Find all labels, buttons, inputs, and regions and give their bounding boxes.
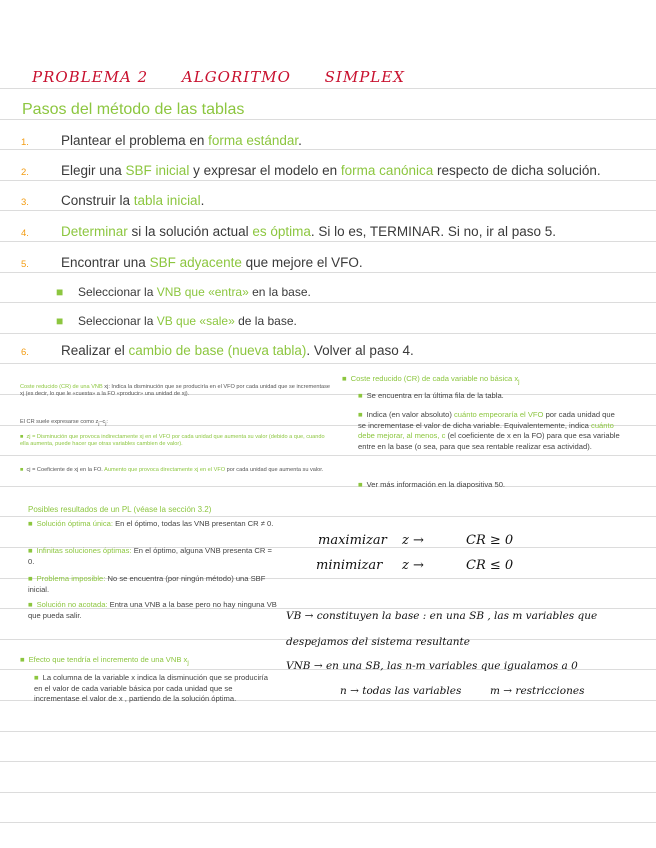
ruled-line <box>0 119 656 120</box>
title-word: SIMPLEX <box>324 68 405 86</box>
text-run: Encontrar una <box>61 255 150 270</box>
cr-bullet-2 <box>358 410 620 452</box>
text-run: forma estándar <box>208 133 299 148</box>
text-run: (el coeficiente de x <box>445 431 511 441</box>
bullet-icon: ■ <box>358 480 363 489</box>
text-run: Coste reducido (CR) de una VNB <box>20 384 105 390</box>
step-number: 4. <box>21 228 29 239</box>
step-text <box>61 343 414 358</box>
text-run: en la FO) para que esa variable entre en la base (o sea, para que sea rentable realizar esa actividad). <box>358 431 620 451</box>
text-run: VNB que «entra» <box>156 285 249 299</box>
text-run: x <box>104 384 108 390</box>
text-run: Seleccionar la <box>78 285 157 299</box>
text-run: j <box>29 467 31 473</box>
cr-bullet-3: ■ Ver más información en la diapositiva 50. <box>358 480 506 489</box>
hw-vnb-line2b: m → restricciones <box>490 685 585 697</box>
hw-min-label: minimizar <box>316 558 383 573</box>
text-run: Entra una VNB a la base pero no hay ninguna VB que pueda salir. <box>28 600 277 620</box>
ruled-line <box>0 363 656 364</box>
step-text <box>61 193 204 208</box>
text-run: j <box>184 391 186 398</box>
text-run: y expresar el modelo en <box>189 163 341 178</box>
text-run: Indica (en valor absoluto) <box>366 410 454 419</box>
text-run: tabla inicial <box>133 193 201 208</box>
bullet-icon: ■ <box>20 467 24 473</box>
text-run: c <box>26 467 30 473</box>
bullet-icon: ■ <box>358 410 363 419</box>
bullet-icon: ■ <box>28 600 33 609</box>
cr-heading: ■ Coste reducido (CR) de cada variable no básica $x_j$ <box>342 374 520 386</box>
z-definition <box>20 434 332 449</box>
text-run: . Si lo es, TERMINAR. Si no, ir al paso 5. <box>310 224 556 239</box>
step-number: 1. <box>21 137 29 148</box>
bullet-icon: ■ <box>56 285 64 299</box>
text-run: z <box>26 434 30 440</box>
handwritten-title <box>32 68 592 86</box>
text-run: en la base. <box>248 285 311 299</box>
result-item <box>28 600 278 621</box>
text-run: j <box>197 467 199 473</box>
text-run: j <box>77 467 79 473</box>
text-run: x <box>139 434 143 440</box>
text-run: = Disminución que provoca indirectamente <box>30 434 140 440</box>
text-run: j <box>107 384 109 390</box>
hw-max-z: z → <box>402 533 424 548</box>
text-run: Problema imposible: <box>36 574 106 583</box>
text-run: de la base. <box>234 314 297 328</box>
bullet-icon: ■ <box>358 391 363 400</box>
bullet-icon: ■ <box>28 574 33 583</box>
ruled-line <box>0 792 656 793</box>
text-run: cambio de base (nueva tabla) <box>128 343 307 358</box>
text-run: Aumento que provoca directamente <box>104 467 195 473</box>
ruled-line <box>0 180 656 181</box>
ruled-line <box>0 516 656 517</box>
step-text <box>61 133 302 148</box>
hw-vb-line1: VB → constituyen la base : en una SB , las m variables que <box>286 610 598 622</box>
substep-text <box>78 314 297 328</box>
text-run: en el VFO por cada unidad que aumenta su valor (debido a que, cuando ella aumenta, puede hacer que otras variables cambien de valor). <box>20 434 325 448</box>
text-run: en la FO. <box>78 467 105 473</box>
text-run: Solución óptima única: <box>36 519 113 528</box>
text-run: ). <box>185 391 190 398</box>
text-run: j <box>142 434 144 440</box>
cr-bullet-1: ■ Se encuentra en la última fila de la tabla. <box>358 391 504 400</box>
text-run: Construir la <box>61 193 134 208</box>
step-text <box>61 163 601 178</box>
cr-expression: El CR suele expresarse como $z_j-c_j$: <box>20 419 108 427</box>
text-run: Elegir una <box>61 163 126 178</box>
text-run: . Volver al paso 4. <box>306 343 414 358</box>
bullet-icon: ■ <box>28 546 33 555</box>
ruled-line <box>0 241 656 242</box>
hw-max-label: maximizar <box>318 533 387 548</box>
step-text <box>61 255 363 270</box>
text-run: por cada unidad que se incrementase el valor de dicha variable. Equivalentemente, indica <box>358 410 615 430</box>
text-run: por cada unidad que aumenta su valor. <box>225 467 324 473</box>
text-run: Plantear el problema en <box>61 133 209 148</box>
text-run: Seleccionar la <box>78 314 157 328</box>
step-text <box>61 224 556 239</box>
result-item <box>28 574 278 595</box>
ruled-line <box>0 272 656 273</box>
text-run: cuánto empeoraría el VFO <box>453 410 544 419</box>
text-run: si la solución actual <box>127 224 253 239</box>
text-run: que mejore el VFO. <box>241 255 363 270</box>
text-run: es óptima <box>252 224 311 239</box>
bullet-icon: ■ <box>20 655 25 664</box>
hw-vb-line2: despejamos del sistema resultante <box>286 636 470 648</box>
ruled-line <box>0 149 656 150</box>
text-run: x <box>20 391 23 398</box>
title-word: ALGORITMO <box>181 68 291 86</box>
hw-min-z: z → <box>402 558 424 573</box>
ruled-line <box>0 822 656 823</box>
ruled-line <box>0 731 656 732</box>
hw-vnb-line2a: n → todas las variables <box>340 685 462 697</box>
text-run: SBF adyacente <box>149 255 242 270</box>
text-run: = Coeficiente de <box>30 467 75 473</box>
ruled-line <box>0 761 656 762</box>
text-run: Realizar el <box>61 343 129 358</box>
result-item <box>28 546 278 567</box>
text-run: Infinitas soluciones óptimas: <box>36 546 132 555</box>
text-run: cuánto debe mejorar, al menos, c <box>358 420 614 441</box>
step-number: 6. <box>21 347 29 358</box>
step-number: 5. <box>21 259 29 270</box>
text-run: . <box>200 193 205 208</box>
cr-definition <box>20 384 332 399</box>
result-item <box>28 519 278 530</box>
ruled-line <box>0 455 656 456</box>
bullet-icon: ■ <box>56 314 64 328</box>
bullet-icon: ■ <box>28 519 33 528</box>
text-run: en el VFO <box>198 467 226 473</box>
step-number: 3. <box>21 197 29 208</box>
substep-text <box>78 285 311 299</box>
ruled-line <box>0 210 656 211</box>
text-run: VB que «sale» <box>156 314 235 328</box>
text-run: No se encuentra (por ningún método) una SBF inicial. <box>28 574 266 594</box>
ruled-line <box>0 88 656 89</box>
text-run: j <box>29 434 31 440</box>
c-definition <box>20 467 332 474</box>
text-run: x <box>74 467 78 473</box>
title-word: PROBLEMA 2 <box>32 68 149 86</box>
hw-max-cr: CR ≥ 0 <box>466 533 514 548</box>
results-heading: Posibles resultados de un PL (véase la sección 3.2) <box>28 505 212 514</box>
effect-heading: ■ Efecto que tendría el incremento de una VNB $x_j$ <box>20 655 189 667</box>
text-run: Determinar <box>61 224 128 239</box>
text-run: SBF inicial <box>125 163 190 178</box>
bullet-icon: ■ <box>34 673 39 682</box>
text-run: . <box>298 133 302 148</box>
bullet-icon: ■ <box>342 374 347 383</box>
hw-vnb-line1: VNB → en una SB, las n-m variables que igualamos a 0 <box>286 660 578 672</box>
text-run: En el óptimo, todas las VNB presentan CR ≠ 0. <box>113 519 274 528</box>
section-title: Pasos del método de las tablas <box>22 101 245 118</box>
text-run: Solución no acotada: <box>36 600 108 609</box>
bullet-icon: ■ <box>20 434 24 440</box>
text-run: j <box>22 391 25 398</box>
text-run: En el óptimo, alguna VNB presenta CR = 0. <box>28 546 272 566</box>
step-number: 2. <box>21 167 29 178</box>
text-run: : Indica la disminución que se produciría en el VFO por cada unidad que se incrementase <box>108 384 331 390</box>
text-run: x <box>194 467 198 473</box>
ruled-line <box>0 302 656 303</box>
text-run: respecto de dicha solución. <box>433 163 601 178</box>
hw-min-cr: CR ≤ 0 <box>466 558 514 573</box>
effect-text: ■ La columna de la variable x indica la disminución que se produciría en el valor de cada variable básica por cada unidad que se incrementase el valor de x , partiendo de la solución óptima. <box>34 673 269 704</box>
text-run: forma canónica <box>340 163 434 178</box>
ruled-line <box>0 333 656 334</box>
text-run: (es decir, lo que le «cuesta» a la FO «producir» una unidad de x <box>24 391 185 398</box>
